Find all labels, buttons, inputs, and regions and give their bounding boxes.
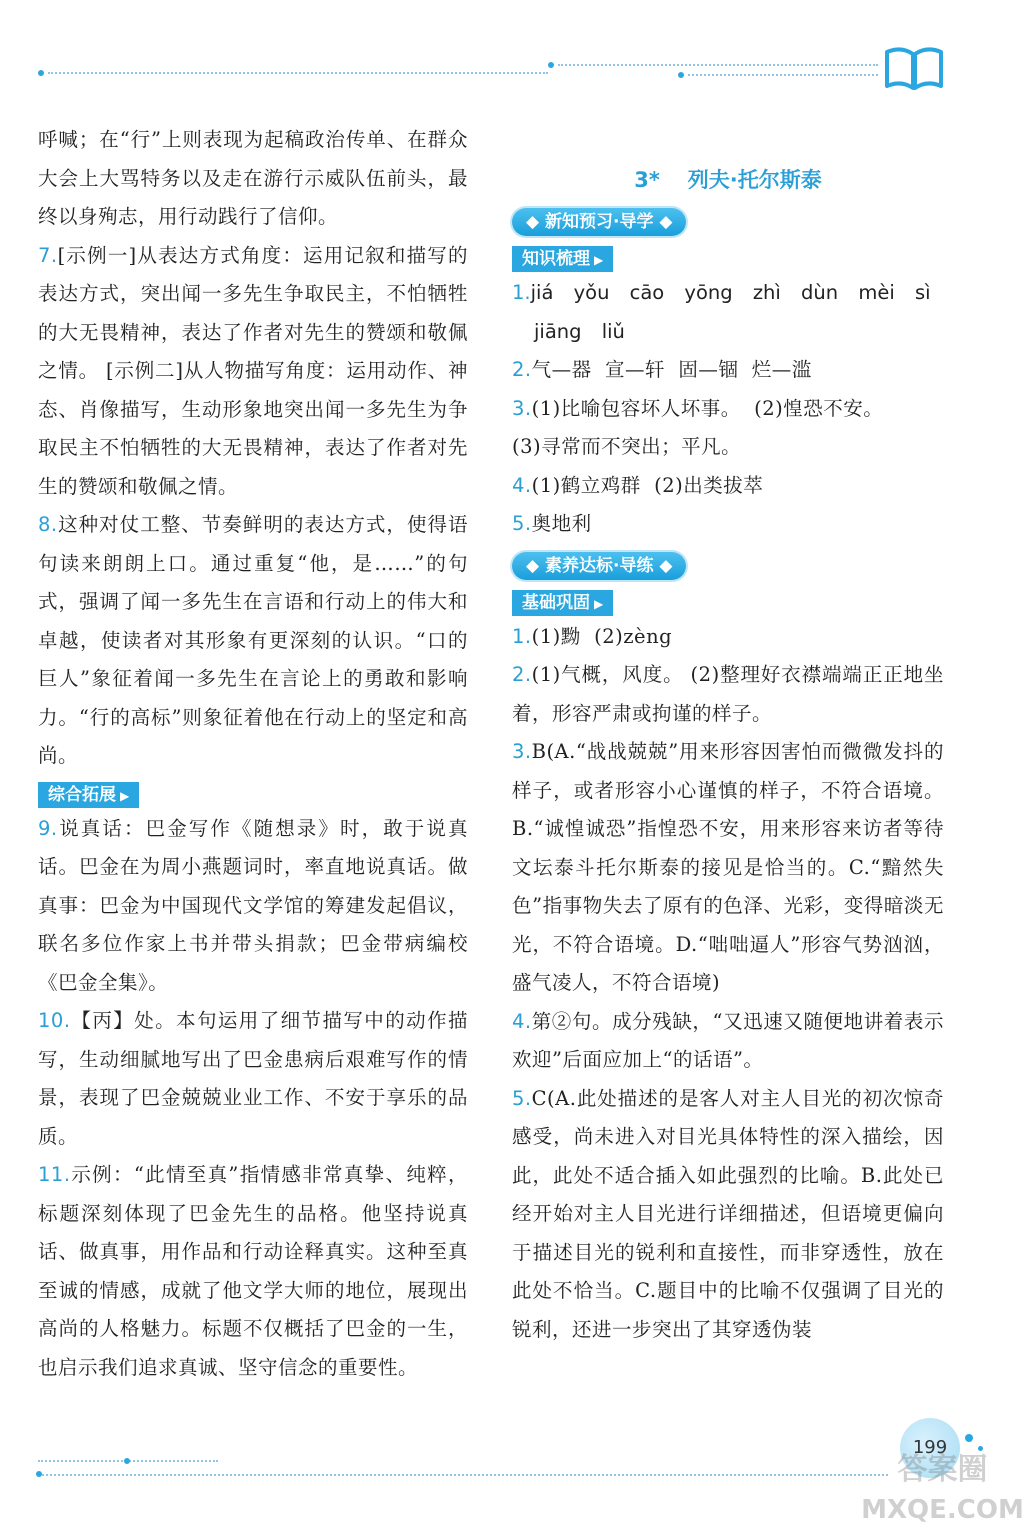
answer-9: [38, 810, 468, 1003]
pinyin-line: jiá yǒu cāo yōng zhì dùn mèi sì: [530, 281, 931, 304]
answer-s2: [512, 656, 944, 733]
answer-r1-cont: [512, 313, 944, 352]
question-number: 4.: [512, 473, 532, 497]
answer-r3: [512, 390, 944, 429]
section-tag-label: 基础巩固: [522, 592, 590, 613]
answer-text: 示例：“此情至真”指情感非常真挚、纯粹，标题深刻体现了巴金先生的品格。他坚持说真话、做真事，用作品和行动诠释真实。这种至真至诚的情感，成就了他文学大师的地位，展现出高尚的人格魅力。标题不仅概括了巴金的一生，也启示我们追求真诚、坚守信念的重要性。: [38, 1163, 468, 1379]
footer-dot: [124, 1458, 130, 1464]
question-number: 1.: [512, 281, 531, 304]
question-number: 5.: [512, 512, 532, 535]
answer-text: (1)黝 (2)zèng: [531, 624, 673, 648]
answer-r1: [512, 274, 944, 313]
watermark-line2: MXQE.COM: [861, 1495, 1024, 1525]
page-number: 199: [900, 1418, 960, 1478]
header-dot-left: [38, 70, 44, 76]
answer-s5: [512, 1080, 944, 1350]
section-tag-label: 综合拓展: [48, 784, 116, 805]
answer-s1: [512, 618, 944, 657]
triangle-right-icon: ▶: [120, 788, 130, 803]
section-tag-basics: [512, 590, 613, 616]
question-number: 1.: [512, 624, 532, 648]
answer-text: 这种对仗工整、节奏鲜明的表达方式，使得语句读来朗朗上口。通过重复“他，是……”的句式，强调了闻一多先生在言语和行动上的伟大和卓越，使读者对其形象有更深刻的认识。“口的巨人”象征着闻一多先生在言论上的勇敢和影响力。“行的高标”则象征着他在行动上的坚定和高尚。: [38, 513, 468, 767]
open-book-icon: [883, 44, 945, 92]
answer-11: [38, 1156, 468, 1387]
answer-7: [38, 237, 468, 507]
answer-continuation: 呼喊；在“行”上则表现为起稿政治传单、在群众大会上大骂特务以及走在游行示威队伍前头，最终以身殉志，用行动践行了信仰。: [38, 128, 468, 228]
header-dot-mid: [548, 62, 554, 68]
answer-text: 气—器 宣—轩 固—锢 烂—滥: [531, 358, 812, 381]
footer-dotted-line: [38, 1474, 888, 1476]
question-number: 8.: [38, 513, 58, 536]
footer-dot-left: [36, 1471, 42, 1477]
lesson-number: 3*: [634, 168, 660, 192]
answer-r2: [512, 351, 944, 390]
answer-r5: [512, 505, 944, 544]
answer-10: [38, 1002, 468, 1156]
question-number: 10.: [38, 1009, 71, 1032]
watermark: [855, 1450, 1030, 1530]
section-tag-label: 知识梳理: [522, 249, 590, 269]
answer-text: (1)鹤立鸡群 (2)出类拔萃: [531, 473, 764, 497]
lesson-title: [512, 160, 944, 200]
answer-text: (1)比喻包容坏人坏事。 (2)惶恐不安。: [531, 396, 884, 420]
header-dot-right: [678, 72, 684, 78]
header-dotted-line: [48, 72, 548, 74]
answer-8: [38, 506, 468, 776]
question-number: 4.: [512, 1009, 532, 1033]
answer-text: (1)气概，风度。 (2)整理好衣襟端端正正地坐着，形容严肃或拘谨的样子。: [512, 663, 944, 725]
answer-text: 奥地利: [531, 512, 592, 535]
section-tag-extension: [38, 782, 139, 808]
watermark-line1: 答案圈: [897, 1452, 988, 1487]
answer-text: [示例一]从表达方式角度：运用记叙和描写的表达方式，突出闻一多先生争取民主，不怕牺牲的大无畏精神，表达了作者对先生的赞颂和敬佩之情。 [示例二]从人物描写角度：运用动作、神态、肖像描写，生动形象地突出闻一多先生为争取民主不怕牺牲的大无畏精神，表达了作者对先生的赞颂和敬佩之情。: [38, 243, 468, 498]
section-tag-knowledge: [512, 246, 613, 272]
question-number: 7.: [38, 243, 58, 267]
triangle-right-icon: ▶: [594, 596, 604, 611]
question-number: 2.: [512, 358, 532, 381]
answer-r4: [512, 467, 944, 506]
section-pill-preview: ◆ 新知预习·导学 ◆: [512, 208, 686, 236]
question-number: 2.: [512, 663, 532, 686]
answer-r3-cont: (3)寻常而不突出；平凡。: [512, 435, 742, 458]
page-dot-1: [965, 1434, 973, 1442]
lesson-title-text: 列夫·托尔斯泰: [687, 168, 822, 192]
answer-text: B(A.“战战兢兢”用来形容因害怕而微微发抖的样子，或者形容小心谨慎的样子，不符合语境。B.“诚惶诚恐”指惶恐不安，用来形容来访者等待文坛泰斗托尔斯泰的接见是恰当的。C.“黯然失色”指事物失去了原有的色泽、光彩，变得暗淡无光，不符合语境。D.“咄咄逼人”形容气势汹汹，盛气凌人，不符合语境): [512, 740, 944, 994]
answer-s3: [512, 733, 944, 1003]
question-number: 3.: [512, 396, 532, 420]
triangle-right-icon: ▶: [594, 253, 604, 267]
answer-s4: [512, 1003, 944, 1080]
question-number: 3.: [512, 740, 532, 763]
answer-text: 【丙】处。本句运用了细节描写中的动作描写，生动细腻地写出了巴金患病后艰难写作的情景，表现了巴金兢兢业业工作、不安于享乐的品质。: [38, 1009, 468, 1148]
answer-text: C(A.此处描述的是客人对主人目光的初次惊奇感受，尚未进入对目光具体特性的深入描绘，因此，此处不适合插入如此强烈的比喻。B.此处已经开始对主人目光进行详细描述，但语境更偏向于描述目光的锐利和直接性，而非穿透性，放在此处不恰当。C.题目中的比喻不仅强调了目光的锐利，还进一步突出了其穿透伪装: [512, 1086, 944, 1341]
question-number: 11.: [38, 1163, 71, 1186]
question-number: 9.: [38, 816, 58, 840]
answer-text: 说真话：巴金写作《随想录》时，敢于说真话。巴金在为周小燕题词时，率直地说真话。做真事：巴金为中国现代文学馆的筹建发起倡议，联名多位作家上书并带头捐款；巴金带病编校《巴金全集》。: [38, 816, 468, 994]
section-pill-practice: ◆ 素养达标·导练 ◆: [512, 552, 686, 580]
right-column: [512, 160, 944, 1349]
answer-text: 第②句。成分残缺，“又迅速又随便地讲着表示欢迎”后面应加上“的话语”。: [512, 1009, 944, 1071]
header-dotted-line-right: [688, 74, 878, 76]
header-dotted-line-upper: [558, 64, 878, 66]
pinyin-line: jiāng liǔ: [534, 319, 625, 343]
question-number: 5.: [512, 1086, 532, 1110]
left-column: [38, 121, 468, 1387]
